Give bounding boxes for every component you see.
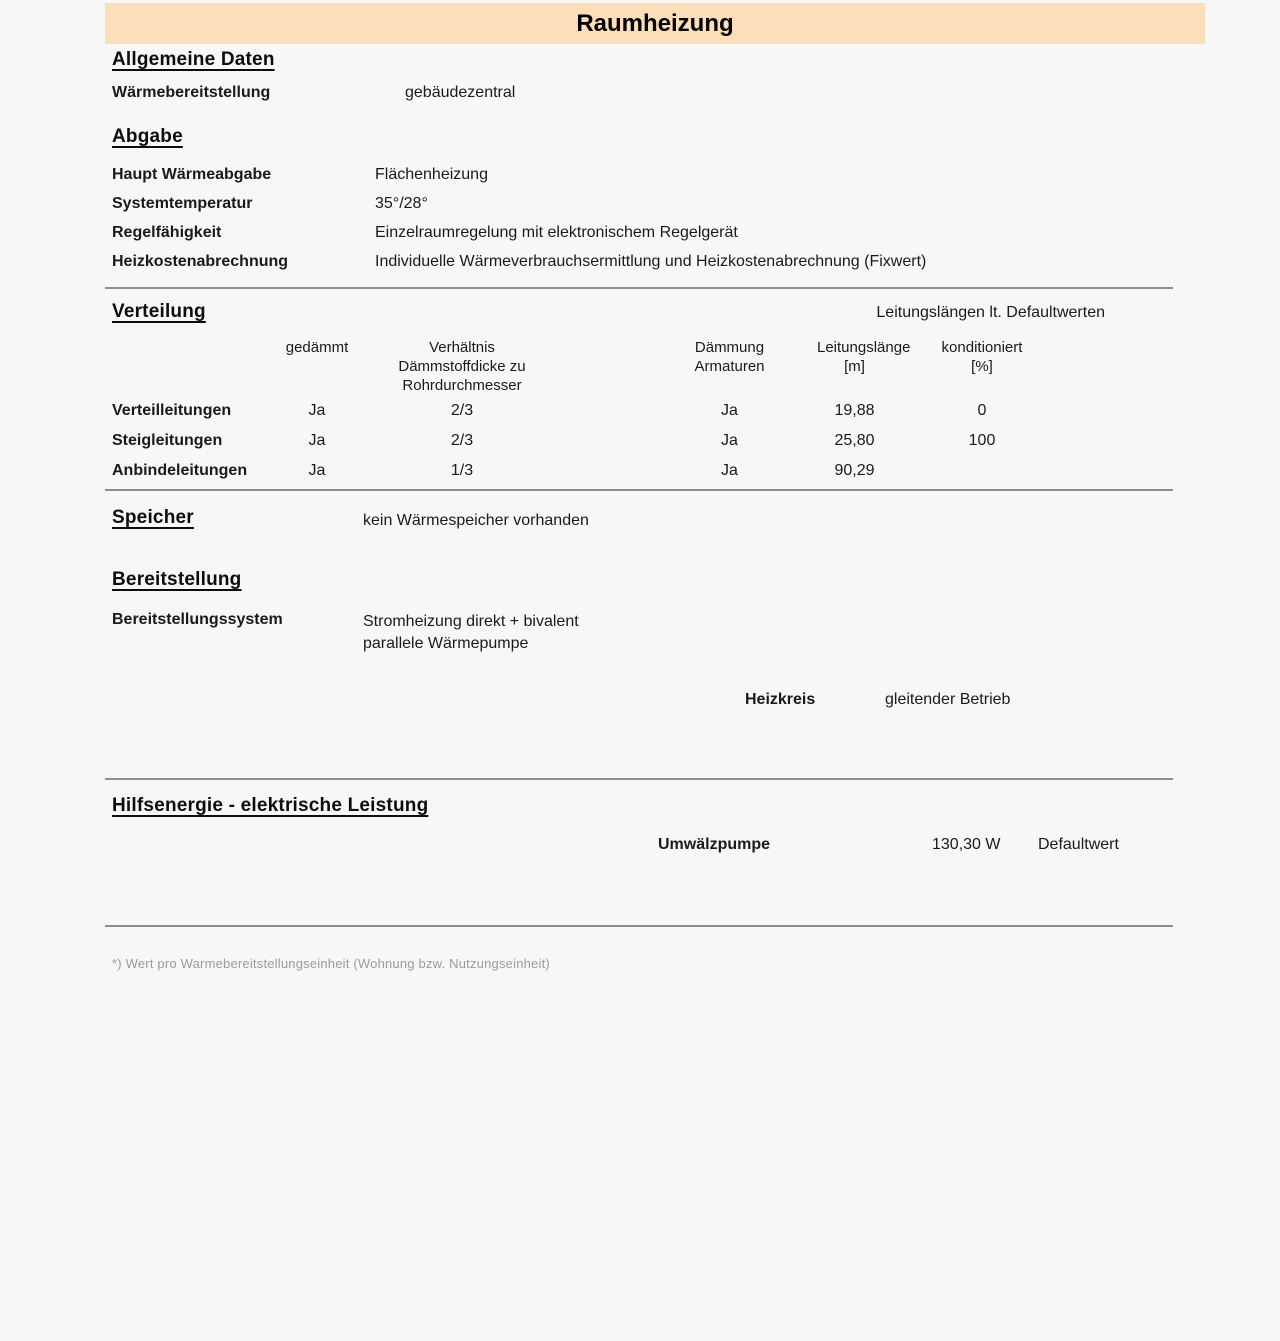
section-heading-verteilung: Verteilung <box>112 301 206 322</box>
pump-power-value: 130,30 W <box>932 836 1001 853</box>
cell-verhaeltnis: 1/3 <box>450 462 474 479</box>
cell-gedaemmt: Ja <box>308 402 326 419</box>
col-header-leitungslaenge: Leitungslänge [m] <box>817 339 911 375</box>
section-heading-hilfsenergie: Hilfsenergie - elektrische Leistung <box>112 795 429 816</box>
page-title: Raumheizung <box>576 9 734 37</box>
cell-leitungslaenge: 25,80 <box>834 432 875 449</box>
row-regelfaehigkeit <box>112 218 926 247</box>
cell-daemmung: Ja <box>721 402 738 419</box>
row-haupt-waermeabgabe <box>112 160 926 189</box>
field-value: Flächenheizung <box>375 165 488 183</box>
cell-konditioniert: 0 <box>977 402 987 419</box>
field-label: Heizkostenabrechnung <box>112 252 289 270</box>
section-heading-bereitstellung: Bereitstellung <box>112 569 242 590</box>
cell-daemmung: Ja <box>721 432 738 449</box>
col-header-verhaeltnis: Verhältnis Dämmstoffdicke zu Rohrdurchmesser <box>398 339 526 394</box>
cell-leitungslaenge: 90,29 <box>834 462 875 479</box>
row-bereitstellungssystem <box>112 611 579 655</box>
cell-konditioniert: 100 <box>968 432 996 449</box>
row-label: Verteilleitungen <box>112 402 232 419</box>
speicher-value: kein Wärmespeicher vorhanden <box>363 512 589 529</box>
row-heizkreis <box>745 691 1010 709</box>
field-value: gleitender Betrieb <box>885 691 1011 708</box>
field-label: Haupt Wärmeabgabe <box>112 165 272 183</box>
field-label: Heizkreis <box>745 691 816 708</box>
verteilung-table-header <box>112 338 1072 395</box>
field-value: 35°/28° <box>375 194 428 212</box>
section-divider <box>105 489 1173 491</box>
field-label: Umwälzpumpe <box>658 836 771 853</box>
col-header-konditioniert: konditioniert [%] <box>941 339 1023 375</box>
verteilung-table-body <box>112 396 1072 486</box>
row-umwaelzpumpe <box>658 836 1119 854</box>
table-row-steigleitungen <box>112 426 1072 456</box>
cell-gedaemmt: Ja <box>308 462 326 479</box>
field-label: Wärmebereitstellung <box>112 84 271 101</box>
row-label: Steigleitungen <box>112 432 223 449</box>
cell-gedaemmt: Ja <box>308 432 326 449</box>
section-heading-abgabe: Abgabe <box>112 126 183 147</box>
col-header-gedaemmt: gedämmt <box>285 339 349 356</box>
section-heading-allgemeine-daten: Allgemeine Daten <box>112 49 275 70</box>
row-waermebereitstellung <box>112 84 515 102</box>
cell-leitungslaenge: 19,88 <box>834 402 875 419</box>
section-divider <box>105 287 1173 289</box>
field-value: Individuelle Wärmeverbrauchsermittlung und Heizkostenabrechnung (Fixwert) <box>375 252 927 270</box>
pump-value-source: Defaultwert <box>1038 836 1119 853</box>
field-label: Bereitstellungssystem <box>112 611 283 628</box>
row-heizkostenabrechnung <box>112 247 926 276</box>
table-row-anbindeleitungen <box>112 456 1072 486</box>
abgabe-field-list <box>112 160 926 276</box>
field-label: Regelfähigkeit <box>112 223 222 241</box>
cell-daemmung: Ja <box>721 462 738 479</box>
field-label: Systemtemperatur <box>112 194 253 212</box>
col-header-daemmung-armaturen: Dämmung Armaturen <box>694 339 765 375</box>
row-systemtemperatur <box>112 189 926 218</box>
cell-verhaeltnis: 2/3 <box>450 432 474 449</box>
section-heading-speicher: Speicher <box>112 507 194 528</box>
page-title-bar <box>105 3 1205 44</box>
row-label: Anbindeleitungen <box>112 462 248 479</box>
section-divider <box>105 778 1173 780</box>
cell-verhaeltnis: 2/3 <box>450 402 474 419</box>
section-divider <box>105 925 1173 927</box>
table-row-verteilleitungen <box>112 396 1072 426</box>
field-value: Stromheizung direkt + bivalent parallele Wärmepumpe <box>363 613 579 652</box>
field-value: Einzelraumregelung mit elektronischem Regelgerät <box>375 223 738 241</box>
footnote: *) Wert pro Warmebereitstellungseinheit (Wohnung bzw. Nutzungseinheit) <box>112 956 550 971</box>
field-value: gebäudezentral <box>405 84 516 101</box>
leitungslaengen-note: Leitungslängen lt. Defaultwerten <box>876 304 1105 321</box>
